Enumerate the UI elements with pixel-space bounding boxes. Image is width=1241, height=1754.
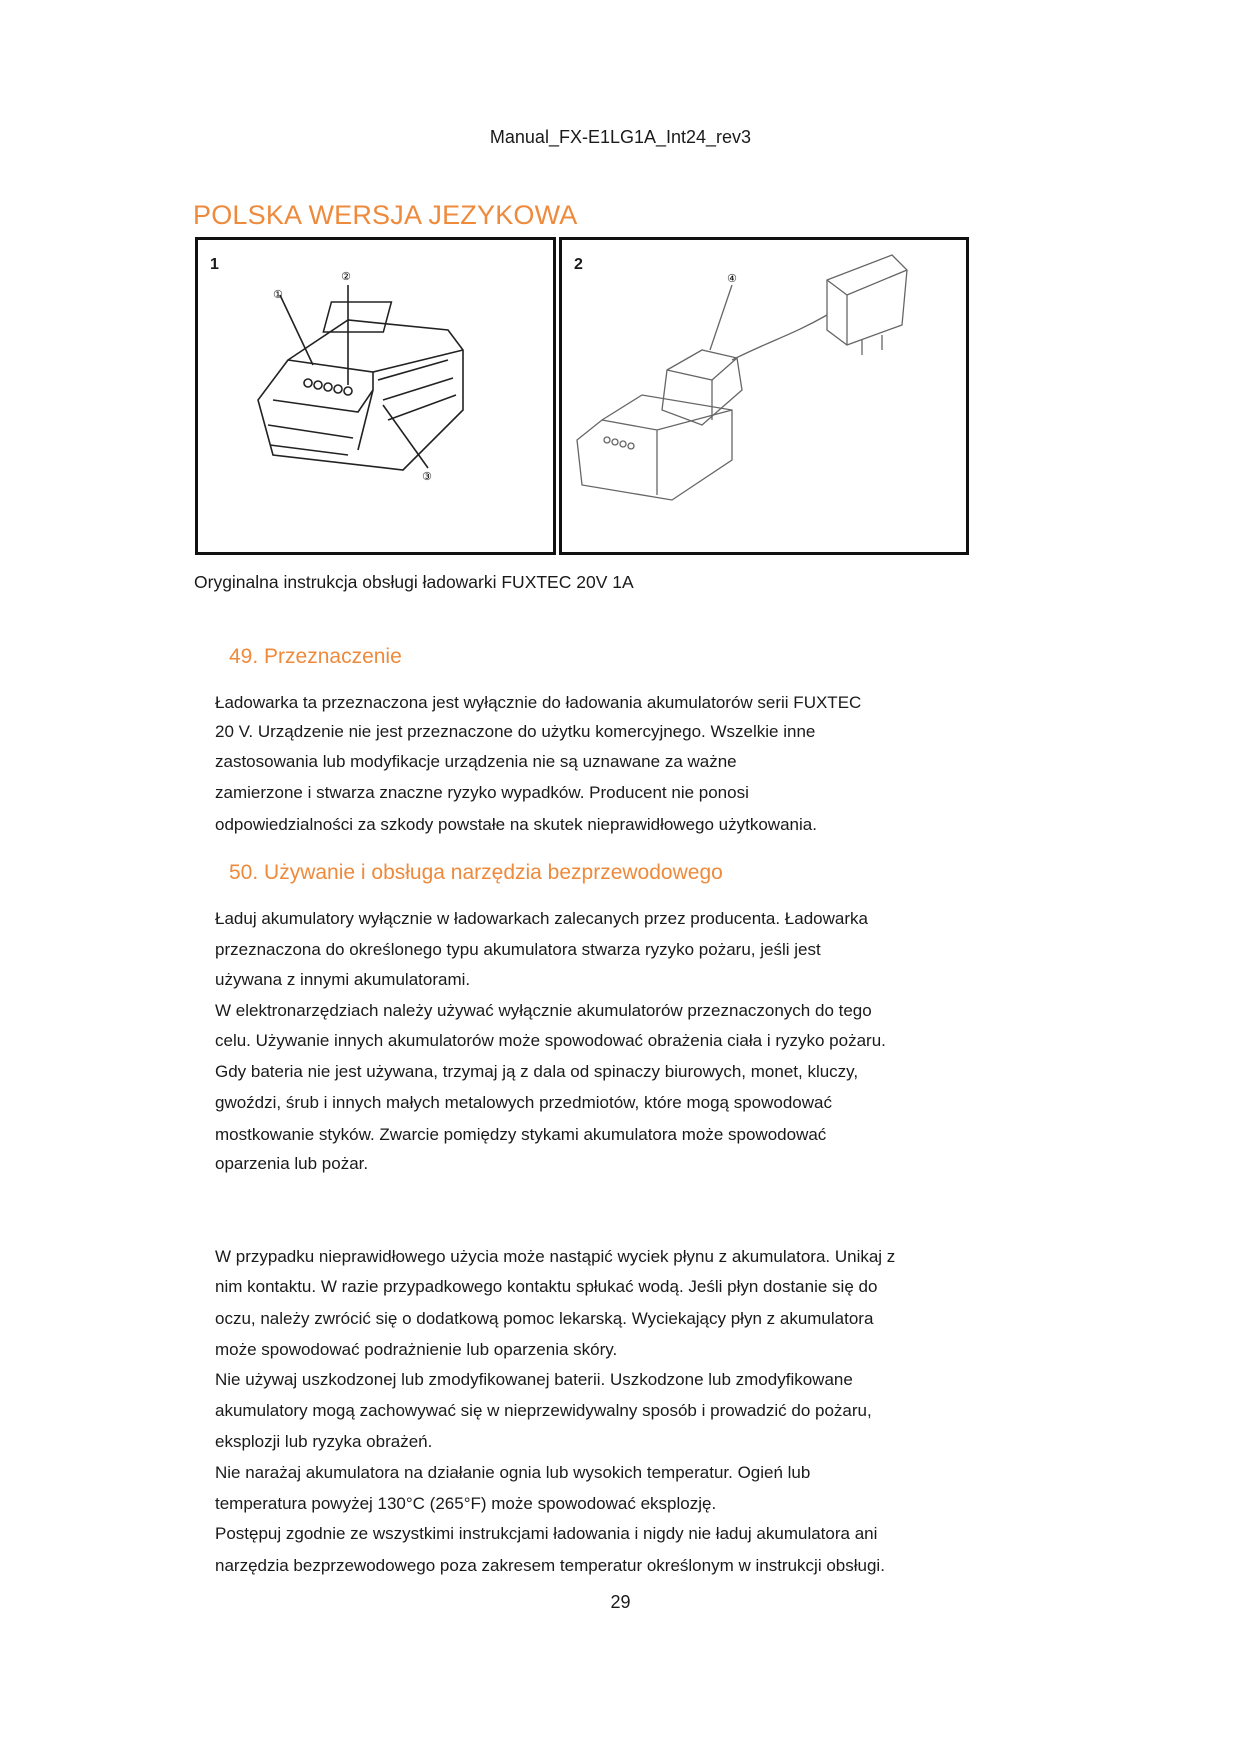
paragraph-line: narzędzia bezprzewodowego poza zakresem temperatur określonym w instrukcji obsługi. bbox=[215, 1556, 885, 1575]
document-header-filename: Manual_FX-E1LG1A_Int24_rev3 bbox=[489, 127, 752, 147]
paragraph-line: nim kontaktu. W razie przypadkowego kontaktu spłukać wodą. Jeśli płyn dostanie się do bbox=[215, 1277, 878, 1296]
paragraph-line: przeznaczona do określonego typu akumulatora stwarza ryzyko pożaru, jeśli jest bbox=[215, 940, 821, 959]
paragraph-line: Ładuj akumulatory wyłącznie w ładowarkach zalecanych przez producenta. Ładowarka bbox=[215, 909, 868, 928]
section-heading-49: 49. Przeznaczenie bbox=[229, 645, 402, 668]
paragraph-line: celu. Używanie innych akumulatorów może spowodować obrażenia ciała i ryzyko pożaru. bbox=[215, 1031, 886, 1050]
figure-number: 2 bbox=[574, 256, 583, 273]
paragraph-line: W elektronarzędziach należy używać wyłącznie akumulatorów przeznaczonych do tego bbox=[215, 1001, 872, 1020]
language-section-title: POLSKA WERSJA JEZYKOWA bbox=[193, 200, 578, 230]
charger-illustration bbox=[562, 240, 966, 552]
section-heading-50: 50. Używanie i obsługa narzędzia bezprzewodowego bbox=[229, 861, 723, 884]
figure-1-battery bbox=[195, 237, 556, 555]
paragraph-line: odpowiedzialności za szkody powstałe na skutek nieprawidłowego użytkowania. bbox=[215, 815, 817, 834]
paragraph-line: Nie używaj uszkodzonej lub zmodyfikowanej baterii. Uszkodzone lub zmodyfikowane bbox=[215, 1370, 853, 1389]
paragraph-line: eksplozji lub ryzyka obrażeń. bbox=[215, 1432, 433, 1451]
paragraph-line: Nie narażaj akumulatora na działanie ognia lub wysokich temperatur. Ogień lub bbox=[215, 1463, 811, 1482]
callout-3: ③ bbox=[422, 470, 432, 483]
paragraph-line: mostkowanie styków. Zwarcie pomiędzy stykami akumulatora może spowodować bbox=[215, 1125, 827, 1144]
figure-number: 1 bbox=[210, 256, 219, 273]
figure-2-charger bbox=[559, 237, 969, 555]
battery-illustration bbox=[198, 240, 553, 552]
callout-2: ② bbox=[341, 270, 351, 283]
paragraph-line: gwoździ, śrub i innych małych metalowych przedmiotów, które mogą spowodować bbox=[215, 1093, 832, 1112]
paragraph-line: akumulatory mogą zachowywać się w nieprzewidywalny sposób i prowadzić do pożaru, bbox=[215, 1401, 872, 1420]
paragraph-line: 20 V. Urządzenie nie jest przeznaczone do użytku komercyjnego. Wszelkie inne bbox=[215, 722, 816, 741]
paragraph-line: temperatura powyżej 130°C (265°F) może spowodować eksplozję. bbox=[215, 1494, 717, 1513]
paragraph-line: oczu, należy zwrócić się o dodatkową pomoc lekarską. Wyciekający płyn z akumulatora bbox=[215, 1309, 874, 1328]
paragraph-line: zastosowania lub modyfikacje urządzenia nie są uznawane za ważne bbox=[215, 752, 737, 771]
callout-1: ① bbox=[273, 288, 283, 301]
paragraph-line: oparzenia lub pożar. bbox=[215, 1154, 369, 1173]
paragraph-line: używana z innymi akumulatorami. bbox=[215, 970, 471, 989]
paragraph-line: Gdy bateria nie jest używana, trzymaj ją z dala od spinaczy biurowych, monet, kluczy, bbox=[215, 1062, 859, 1081]
callout-4: ④ bbox=[727, 272, 737, 285]
paragraph-line: zamierzone i stwarza znaczne ryzyko wypadków. Producent nie ponosi bbox=[215, 783, 749, 802]
paragraph-line: W przypadku nieprawidłowego użycia może nastąpić wyciek płynu z akumulatora. Unikaj z bbox=[215, 1247, 896, 1266]
paragraph-line: Ładowarka ta przeznaczona jest wyłącznie do ładowania akumulatorów serii FUXTEC bbox=[215, 693, 862, 712]
page-number: 29 bbox=[610, 1592, 631, 1612]
figure-caption: Oryginalna instrukcja obsługi ładowarki FUXTEC 20V 1A bbox=[194, 572, 634, 592]
paragraph-line: Postępuj zgodnie ze wszystkimi instrukcjami ładowania i nigdy nie ładuj akumulatora ani bbox=[215, 1524, 878, 1543]
paragraph-line: może spowodować podrażnienie lub oparzenia skóry. bbox=[215, 1340, 618, 1359]
